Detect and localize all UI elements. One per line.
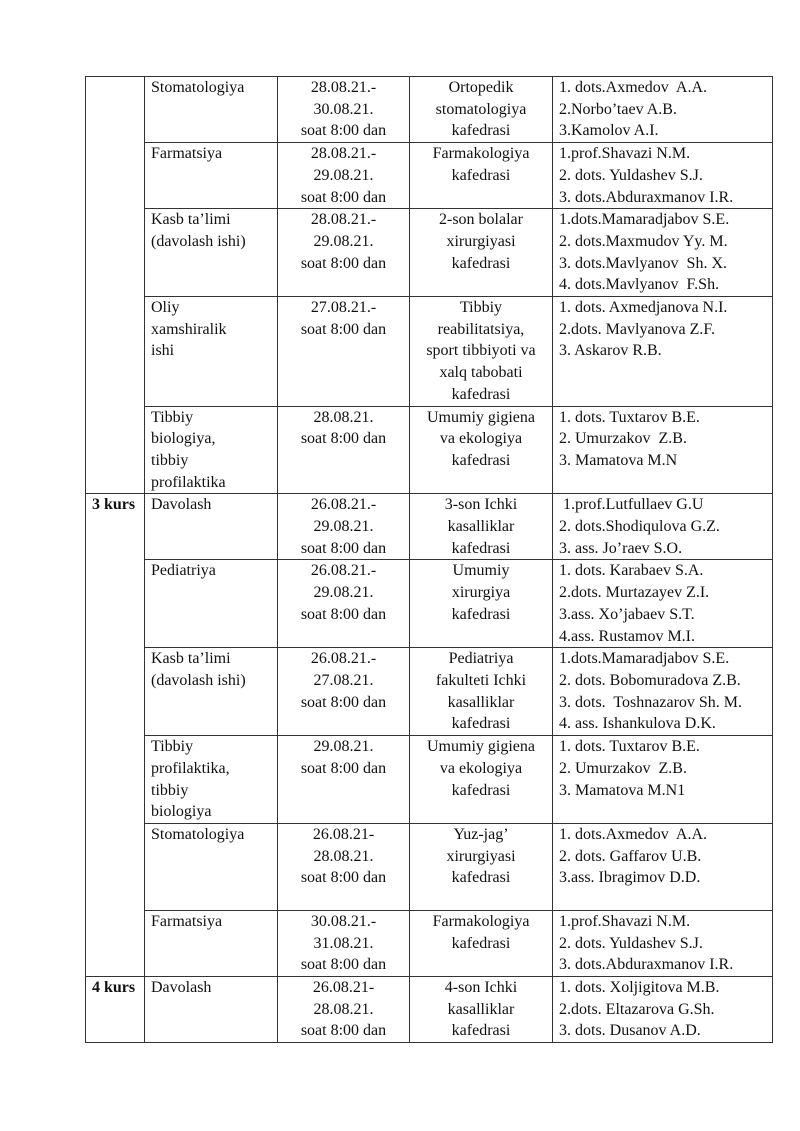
date-cell-line: 26.08.21- bbox=[312, 979, 375, 997]
date-cell-line: 28.08.21.- bbox=[310, 145, 377, 163]
department-cell-line: stomatologiya bbox=[435, 100, 527, 118]
faculty-cell bbox=[145, 560, 278, 648]
staff-cell-line: 3. dots. Toshnazarov Sh. M. bbox=[559, 693, 743, 711]
course-cell bbox=[86, 77, 145, 494]
table-row bbox=[86, 143, 773, 209]
staff-cell-line: 3. Mamatova M.N bbox=[559, 451, 678, 469]
staff-cell-line: 3. dots.Abduraxmanov I.R. bbox=[559, 956, 734, 974]
staff-cell bbox=[553, 494, 773, 560]
faculty-cell-line: Tibbiy bbox=[151, 408, 194, 426]
department-cell bbox=[410, 209, 553, 297]
course-cell bbox=[86, 494, 145, 977]
course-label: 3 kurs bbox=[92, 496, 136, 514]
department-cell-line: kafedrasi bbox=[451, 781, 511, 799]
department-cell bbox=[410, 648, 553, 736]
staff-cell-line: 2. dots. Bobomuradova Z.B. bbox=[559, 671, 741, 689]
faculty-cell-line: Oliy bbox=[151, 299, 180, 317]
staff-cell-line: 1. dots.Axmedov A.A. bbox=[559, 825, 707, 843]
department-cell-line: kafedrasi bbox=[451, 451, 511, 469]
department-cell bbox=[410, 406, 553, 494]
date-cell-line: soat 8:00 dan bbox=[300, 869, 387, 887]
staff-cell bbox=[553, 736, 773, 824]
faculty-cell-line: Farmatsiya bbox=[151, 912, 223, 930]
staff-cell-line: 1. dots. Tuxtarov B.E. bbox=[559, 408, 700, 426]
faculty-cell bbox=[145, 823, 278, 910]
date-cell-line: 28.08.21.- bbox=[310, 211, 377, 229]
date-cell-line: soat 8:00 dan bbox=[300, 1022, 387, 1040]
department-cell-line: Farmakologiya bbox=[432, 145, 530, 163]
table-row bbox=[86, 736, 773, 824]
department-cell-line: kasalliklar bbox=[447, 693, 515, 711]
date-cell bbox=[278, 736, 410, 824]
date-cell bbox=[278, 209, 410, 297]
department-cell-line: 4-son Ichki bbox=[444, 979, 518, 997]
faculty-cell bbox=[145, 77, 278, 143]
date-cell bbox=[278, 977, 410, 1043]
department-cell-line: xirurgiyasi bbox=[446, 847, 516, 865]
date-cell bbox=[278, 910, 410, 976]
department-cell-line: Umumiy gigiena bbox=[427, 408, 535, 426]
department-cell bbox=[410, 494, 553, 560]
date-cell-line: 27.08.21.- bbox=[310, 299, 377, 317]
date-cell-line: soat 8:00 dan bbox=[300, 254, 387, 272]
faculty-cell-line: Davolash bbox=[151, 496, 212, 514]
date-cell-line: soat 8:00 dan bbox=[300, 693, 387, 711]
date-cell-line: 26.08.21.- bbox=[310, 650, 377, 668]
department-cell bbox=[410, 910, 553, 976]
staff-cell-line: 1.prof.Lutfullaev G.U bbox=[559, 496, 704, 514]
faculty-cell-line: profilaktika, bbox=[151, 759, 230, 777]
department-cell-line: kasalliklar bbox=[447, 1000, 515, 1018]
faculty-cell-line: tibbiy bbox=[151, 451, 189, 469]
staff-cell bbox=[553, 297, 773, 407]
staff-cell-line: 1. dots. Tuxtarov B.E. bbox=[559, 738, 700, 756]
date-cell-line: 29.08.21. bbox=[313, 584, 374, 602]
faculty-cell-line: Stomatologiya bbox=[151, 825, 245, 843]
department-cell bbox=[410, 297, 553, 407]
staff-cell-line: 2.dots. Mavlyanova Z.F. bbox=[559, 320, 716, 338]
table-row bbox=[86, 406, 773, 494]
faculty-cell-line: (davolash ishi) bbox=[151, 671, 246, 689]
table-row bbox=[86, 648, 773, 736]
staff-cell-line: 2.dots. Eltazarova G.Sh. bbox=[559, 1000, 715, 1018]
date-cell-line: 26.08.21.- bbox=[310, 496, 377, 514]
faculty-cell bbox=[145, 910, 278, 976]
staff-cell-line: 4. dots.Mavlyanov F.Sh. bbox=[559, 276, 720, 294]
staff-cell-line: 4. ass. Ishankulova D.K. bbox=[559, 715, 716, 733]
staff-cell-line: 3.ass. Xo’jabaev S.T. bbox=[559, 605, 695, 623]
department-cell-line: kafedrasi bbox=[451, 1022, 511, 1040]
faculty-cell-line: biologiya, bbox=[151, 430, 216, 448]
staff-cell-line: 2. dots.Maxmudov Yy. M. bbox=[559, 232, 728, 250]
department-cell-line: sport tibbiyoti va bbox=[426, 342, 536, 360]
staff-cell-line: 3. dots. Dusanov A.D. bbox=[559, 1022, 701, 1040]
date-cell-line: 28.08.21. bbox=[313, 1000, 374, 1018]
staff-cell-line: 3. Askarov R.B. bbox=[559, 342, 662, 360]
department-cell-line: Yuz-jag’ bbox=[453, 825, 509, 843]
table-row bbox=[86, 297, 773, 407]
faculty-cell-line: Stomatologiya bbox=[151, 79, 245, 96]
faculty-cell-line: tibbiy bbox=[151, 781, 189, 799]
date-cell bbox=[278, 406, 410, 494]
table-row bbox=[86, 560, 773, 648]
faculty-cell bbox=[145, 406, 278, 494]
date-cell-line: soat 8:00 dan bbox=[300, 605, 387, 623]
date-cell bbox=[278, 494, 410, 560]
table-row bbox=[86, 977, 773, 1043]
staff-cell bbox=[553, 209, 773, 297]
faculty-cell-line: (davolash ishi) bbox=[151, 232, 246, 250]
staff-cell bbox=[553, 910, 773, 976]
department-cell-line: kafedrasi bbox=[451, 605, 511, 623]
date-cell bbox=[278, 823, 410, 910]
date-cell-line: soat 8:00 dan bbox=[300, 430, 387, 448]
faculty-cell-line: Farmatsiya bbox=[151, 145, 223, 163]
course-label: 4 kurs bbox=[92, 979, 136, 997]
department-cell-line: kafedrasi bbox=[451, 539, 511, 557]
department-cell-line: kafedrasi bbox=[451, 166, 511, 184]
department-cell-line: va ekologiya bbox=[439, 430, 523, 448]
department-cell-line: xirurgiyasi bbox=[446, 232, 516, 250]
faculty-cell-line: Kasb ta’limi bbox=[151, 211, 231, 229]
course-cell bbox=[86, 977, 145, 1043]
staff-cell-line: 1.prof.Shavazi N.M. bbox=[559, 912, 691, 930]
department-cell-line: Umumiy bbox=[452, 562, 510, 580]
staff-cell bbox=[553, 143, 773, 209]
staff-cell bbox=[553, 977, 773, 1043]
staff-cell-line: 2. Umurzakov Z.B. bbox=[559, 759, 687, 777]
staff-cell-line: 3.ass. Ibragimov D.D. bbox=[559, 869, 701, 887]
staff-cell bbox=[553, 648, 773, 736]
date-cell-line: 29.08.21. bbox=[313, 232, 374, 250]
table-row bbox=[86, 494, 773, 560]
faculty-cell bbox=[145, 648, 278, 736]
date-cell-line: 31.08.21. bbox=[313, 934, 374, 952]
staff-cell-line: 4.ass. Rustamov M.I. bbox=[559, 627, 695, 645]
staff-cell-line: 2. Umurzakov Z.B. bbox=[559, 430, 687, 448]
faculty-cell-line: ishi bbox=[151, 342, 175, 360]
date-cell-line: 26.08.21.- bbox=[310, 562, 377, 580]
faculty-cell-line: Tibbiy bbox=[151, 738, 194, 756]
staff-cell-line: 3. ass. Jo’raev S.O. bbox=[559, 539, 683, 557]
department-cell-line: Umumiy gigiena bbox=[427, 738, 535, 756]
staff-cell bbox=[553, 560, 773, 648]
date-cell-line: 28.08.21. bbox=[313, 408, 374, 426]
department-cell-line: kafedrasi bbox=[451, 715, 511, 733]
date-cell-line: soat 8:00 dan bbox=[300, 759, 387, 777]
department-cell-line: kasalliklar bbox=[447, 518, 515, 536]
department-cell-line: 2-son bolalar bbox=[439, 211, 523, 229]
staff-cell-line: 2. dots. Yuldashev S.J. bbox=[559, 166, 703, 184]
staff-cell-line: 1. dots.Axmedov A.A. bbox=[559, 79, 707, 96]
staff-cell-line: 1. dots. Karabaev S.A. bbox=[559, 562, 704, 580]
department-cell-line: kafedrasi bbox=[451, 254, 511, 272]
department-cell-line: kafedrasi bbox=[451, 934, 511, 952]
staff-cell-line: 1.prof.Shavazi N.M. bbox=[559, 145, 691, 163]
date-cell-line: 29.08.21. bbox=[313, 738, 374, 756]
date-cell-line: 27.08.21. bbox=[313, 671, 374, 689]
department-cell-line: Pediatriya bbox=[448, 650, 514, 668]
faculty-cell bbox=[145, 736, 278, 824]
department-cell bbox=[410, 823, 553, 910]
date-cell-line: 28.08.21.- bbox=[310, 79, 377, 96]
faculty-cell bbox=[145, 143, 278, 209]
department-cell bbox=[410, 77, 553, 143]
date-cell bbox=[278, 297, 410, 407]
department-cell-line: Ortopedik bbox=[448, 79, 514, 96]
date-cell-line: soat 8:00 dan bbox=[300, 320, 387, 338]
department-cell-line: Tibbiy bbox=[459, 299, 503, 317]
staff-cell-line: 3. dots.Abduraxmanov I.R. bbox=[559, 188, 734, 206]
date-cell bbox=[278, 143, 410, 209]
department-cell bbox=[410, 560, 553, 648]
date-cell-line: soat 8:00 dan bbox=[300, 539, 387, 557]
faculty-cell-line: biologiya bbox=[151, 803, 212, 821]
date-cell-line: soat 8:00 dan bbox=[300, 122, 387, 140]
staff-cell-line: 3. dots.Mavlyanov Sh. X. bbox=[559, 254, 727, 272]
date-cell bbox=[278, 560, 410, 648]
faculty-cell bbox=[145, 297, 278, 407]
staff-cell-line: 1. dots. Xoljigitova M.B. bbox=[559, 979, 720, 997]
staff-cell-line: 2. dots. Yuldashev S.J. bbox=[559, 934, 703, 952]
staff-cell-line: 2. dots.Shodiqulova G.Z. bbox=[559, 518, 720, 536]
department-cell bbox=[410, 143, 553, 209]
date-cell bbox=[278, 77, 410, 143]
staff-cell-line: 2. dots. Gaffarov U.B. bbox=[559, 847, 702, 865]
table-row bbox=[86, 823, 773, 910]
date-cell-line: 28.08.21. bbox=[313, 847, 374, 865]
staff-cell-line: 3. Mamatova M.N1 bbox=[559, 781, 686, 799]
date-cell-line: soat 8:00 dan bbox=[300, 188, 387, 206]
staff-cell-line: 1. dots. Axmedjanova N.I. bbox=[559, 299, 728, 317]
staff-cell-line: 1.dots.Mamaradjabov S.E. bbox=[559, 211, 730, 229]
faculty-cell bbox=[145, 494, 278, 560]
department-cell-line: va ekologiya bbox=[439, 759, 523, 777]
faculty-cell-line: xamshiralik bbox=[151, 320, 227, 338]
staff-cell bbox=[553, 406, 773, 494]
department-cell-line: kafedrasi bbox=[451, 122, 511, 140]
faculty-cell-line: profilaktika bbox=[151, 473, 226, 491]
staff-cell-line: 1.dots.Mamaradjabov S.E. bbox=[559, 650, 730, 668]
faculty-cell-line: Pediatriya bbox=[151, 562, 216, 580]
date-cell-line: 26.08.21- bbox=[312, 825, 375, 843]
faculty-cell-line: Davolash bbox=[151, 979, 212, 997]
staff-cell bbox=[553, 77, 773, 143]
department-cell-line: Farmakologiya bbox=[432, 912, 530, 930]
department-cell-line: xalq tabobati bbox=[439, 364, 523, 382]
department-cell-line: xirurgiya bbox=[451, 584, 511, 602]
department-cell-line: reabilitatsiya, bbox=[437, 320, 525, 338]
department-cell-line: fakulteti Ichki bbox=[435, 671, 527, 689]
date-cell-line: 30.08.21.- bbox=[310, 912, 377, 930]
date-cell-line: soat 8:00 dan bbox=[300, 956, 387, 974]
staff-cell-line: 3.Kamolov A.I. bbox=[559, 122, 659, 140]
staff-cell-line: 2.Norbo’taev A.B. bbox=[559, 100, 677, 118]
date-cell bbox=[278, 648, 410, 736]
schedule-body bbox=[86, 77, 773, 1043]
staff-cell-line: 2.dots. Murtazayev Z.I. bbox=[559, 584, 710, 602]
date-cell-line: 29.08.21. bbox=[313, 518, 374, 536]
department-cell-line: 3-son Ichki bbox=[444, 496, 518, 514]
table-row bbox=[86, 77, 773, 143]
faculty-cell-line: Kasb ta’limi bbox=[151, 650, 231, 668]
staff-cell bbox=[553, 823, 773, 910]
date-cell-line: 29.08.21. bbox=[313, 166, 374, 184]
schedule-table bbox=[85, 76, 773, 1043]
date-cell-line: 30.08.21. bbox=[313, 100, 374, 118]
department-cell bbox=[410, 736, 553, 824]
table-row bbox=[86, 209, 773, 297]
table-row bbox=[86, 910, 773, 976]
faculty-cell bbox=[145, 209, 278, 297]
department-cell bbox=[410, 977, 553, 1043]
faculty-cell bbox=[145, 977, 278, 1043]
department-cell-line: kafedrasi bbox=[451, 869, 511, 887]
department-cell-line: kafedrasi bbox=[451, 385, 511, 403]
